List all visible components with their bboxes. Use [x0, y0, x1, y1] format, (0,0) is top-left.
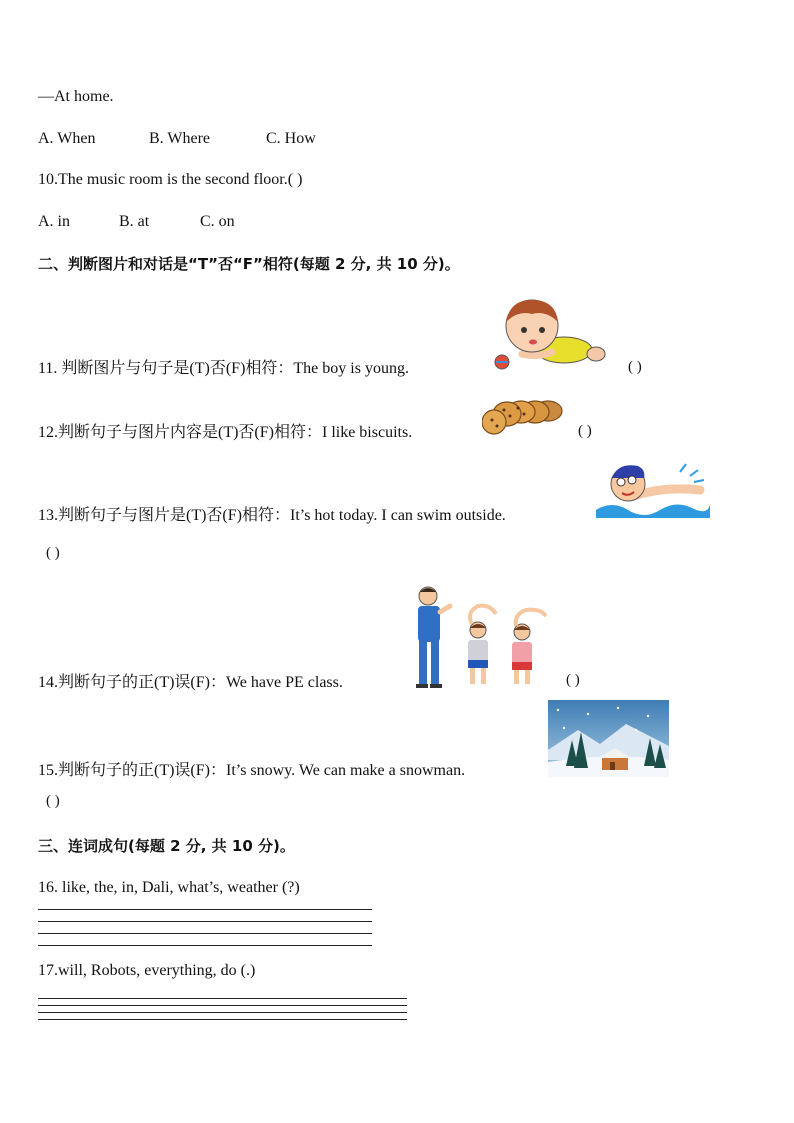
q13-answer-paren[interactable]: ( ) [46, 545, 60, 561]
q10-options [38, 212, 235, 232]
section2-heading: 二、判断图片和对话是“T”否“F”相符(每题 2 分, 共 10 分)。 [38, 255, 460, 273]
q10-option-b: B. at [119, 213, 150, 230]
section3-heading: 三、连词成句(每题 2 分, 共 10 分)。 [38, 837, 295, 855]
q13-text: 13.判断句子与图片是(T)否(F)相符：It’s hot today. I can swim outside. [38, 507, 506, 524]
q9-options [38, 129, 316, 149]
q15-answer-paren[interactable]: ( ) [46, 793, 60, 809]
crawling-baby-illustration [492, 292, 612, 372]
q9-option-c: C. How [266, 130, 316, 147]
q10-stem: 10.The music room is the second floor.( ) [38, 171, 303, 188]
q10-option-a: A. in [38, 213, 70, 230]
q9-option-a: A. When [38, 130, 96, 147]
q14-answer-paren[interactable]: ( ) [566, 672, 580, 688]
snowy-landscape-illustration [548, 700, 669, 777]
q15-text: 15.判断句子的正(T)误(F)：It’s snowy. We can make a snowman. [38, 762, 466, 779]
pe-class-illustration [406, 584, 554, 690]
q16-text: 16. like, the, in, Dali, what’s, weather (?) [38, 879, 300, 896]
q12-answer-paren[interactable]: ( ) [578, 423, 592, 439]
q9-answer-line: —At home. [38, 88, 114, 105]
q9-option-b: B. Where [149, 130, 211, 147]
q17-writing-lines[interactable] [38, 998, 407, 1020]
q12-text: 12.判断句子与图片内容是(T)否(F)相符：I like biscuits. [38, 424, 413, 441]
biscuits-illustration [482, 398, 564, 438]
q16-writing-lines[interactable] [38, 909, 372, 946]
q11-text: 11. 判断图片与句子是(T)否(F)相符：The boy is young. [38, 360, 409, 377]
q14-text: 14.判断句子的正(T)误(F)：We have PE class. [38, 674, 343, 691]
q10-option-c: C. on [200, 213, 235, 230]
q17-text: 17.will, Robots, everything, do (.) [38, 962, 256, 979]
q11-answer-paren[interactable]: ( ) [628, 359, 642, 375]
swimming-boy-illustration [594, 460, 712, 520]
